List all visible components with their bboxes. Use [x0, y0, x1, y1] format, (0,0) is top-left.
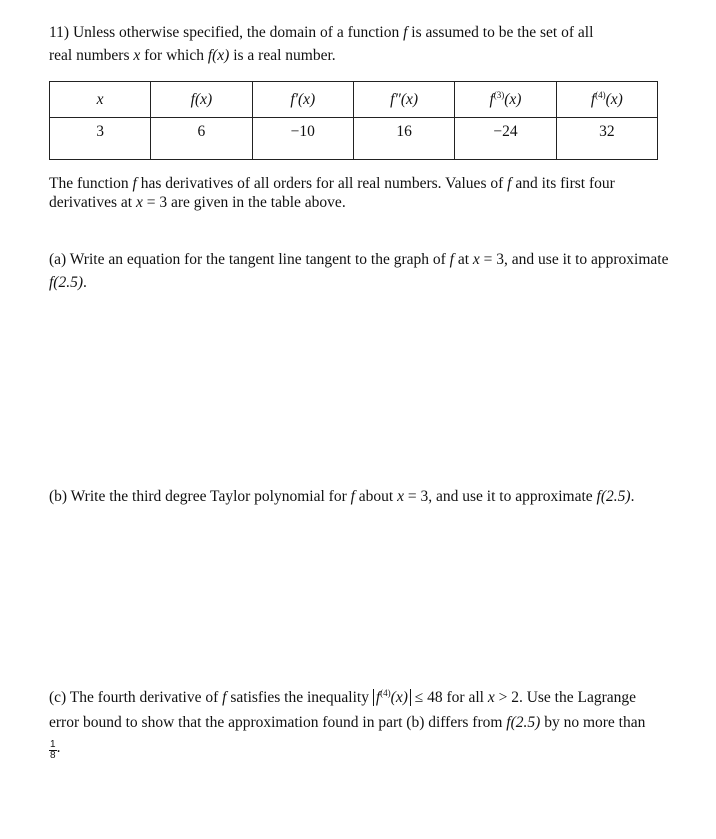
value-x: 3: [50, 118, 151, 160]
value-f1: −10: [252, 118, 353, 160]
derivative-table: [49, 81, 658, 160]
question-intro: 11) Unless otherwise specified, the domain of a function f is assumed to be the set of all real numbers x for which f(x) is a real number.: [49, 24, 594, 64]
part-b: (b) Write the third degree Taylor polynomial for f about x = 3, and use it to approximate f(2.5).: [49, 488, 635, 505]
abs-fourth-derivative: $f^{(4)}(x)$: [373, 689, 411, 706]
table-row: [50, 118, 658, 160]
header-x: x: [50, 82, 151, 118]
part-c: (c) The fourth derivative of f satisfies the inequality $f^{(4)}(x) \le 48$ for all x > 2. Use the Lagrange error bound to show that the approximation found in part (b) differs from f(2.5) by no more than $\frac{1}{8}$ .: [49, 688, 646, 761]
header-f: f(x): [151, 82, 252, 118]
header-f2: f″(x): [353, 82, 454, 118]
value-f: 6: [151, 118, 252, 160]
fraction-one-eighth: $\frac{1}{8}$: [50, 739, 56, 761]
header-f4: $f^{(4)}(x)$: [556, 82, 657, 118]
value-f3: −24: [455, 118, 556, 160]
table-header-row: [50, 82, 658, 118]
header-f1: f′(x): [252, 82, 353, 118]
part-a: (a) Write an equation for the tangent line tangent to the graph of f at x = 3, and use it to approximate f(2.5).: [49, 251, 669, 291]
value-f4: 32: [556, 118, 657, 160]
description: The function f has derivatives of all orders for all real numbers. Values of f and its first four derivatives at x = 3 are given in the table above.: [49, 175, 615, 211]
value-f2: 16: [353, 118, 454, 160]
header-f3: $f^{(3)}(x)$: [455, 82, 556, 118]
